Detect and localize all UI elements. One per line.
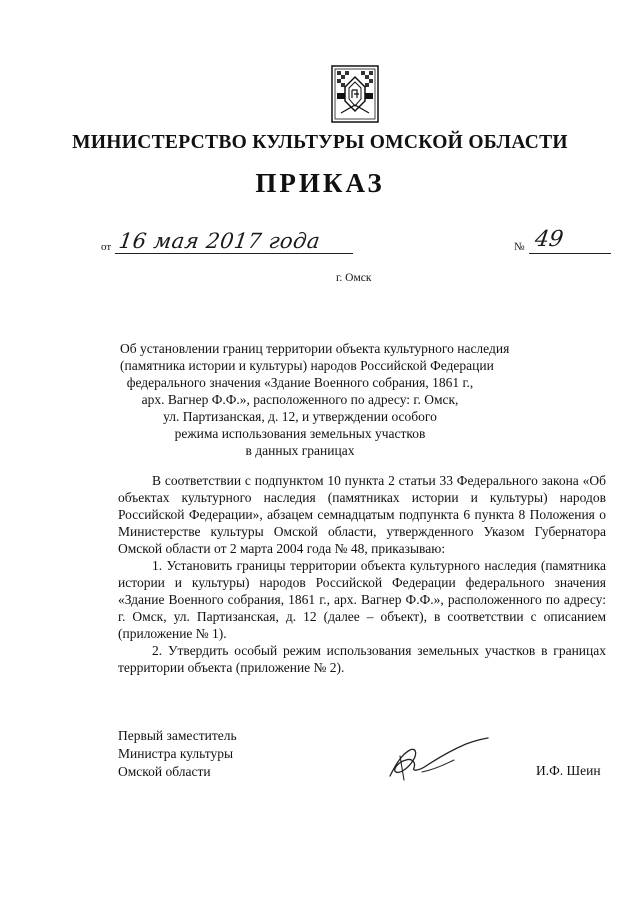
order-item-1: 1. Установить границы территории объекта культурного наследия (памятника истории и культуры) народов Российской Федерации федерального значения «Здание Военного собрания, 1861 г., арх. Вагнер Ф.Ф.», расположенного по адресу: г. Омск, ул. Партизанская, д. 12 (далее – объект), в соответствии с описанием (приложение № 1). — [118, 558, 606, 641]
subject-line: в данных границах — [245, 443, 355, 458]
subject-line: арх. Вагнер Ф.Ф.», расположенного по адресу: г. Омск, — [141, 392, 459, 407]
handwritten-signature — [382, 736, 492, 784]
date-underline — [115, 253, 353, 254]
number-prefix: № — [514, 241, 525, 253]
subject-line: (памятника истории и культуры) народов Российской Федерации — [120, 358, 494, 373]
position-line: Первый заместитель — [118, 728, 237, 743]
subject-line: ул. Партизанская, д. 12, и утверждении особого — [163, 409, 437, 424]
ministry-title: МИНИСТЕРСТВО КУЛЬТУРЫ ОМСКОЙ ОБЛАСТИ — [72, 132, 568, 153]
handwritten-number: 49 — [533, 227, 565, 252]
document-type-title: ПРИКАЗ — [255, 168, 385, 198]
signatory-name: И.Ф. Шеин — [536, 763, 601, 778]
number-underline — [529, 253, 611, 254]
date-prefix: от — [101, 241, 112, 253]
date-number-row — [101, 227, 611, 263]
signatory-position — [118, 727, 237, 781]
city: г. Омск — [336, 272, 372, 284]
order-item-2: 2. Утвердить особый режим использования земельных участков в границах территории объекта (приложение № 2). — [118, 643, 606, 675]
subject-line: Об установлении границ территории объекта культурного наследия — [120, 341, 510, 356]
preamble-paragraph: В соответствии с подпунктом 10 пункта 2 статьи 33 Федерального закона «Об объектах культурного наследия (памятниках истории и культуры) народов Российской Федерации», абзацем семнадцатым подпункта 6 пункта 8 Положения о Министерстве культуры Омской области, утвержденного Указом Губернатора Омской области от 2 марта 2004 года № 48, приказываю: — [118, 473, 606, 556]
omsk-coat-of-arms-icon — [331, 65, 379, 123]
position-line: Министра культуры — [118, 746, 234, 761]
handwritten-date: 16 мая 2017 года — [117, 229, 322, 253]
order-body — [118, 472, 606, 676]
subject-line: режима использования земельных участков — [174, 426, 426, 441]
subject-line: федерального значения «Здание Военного собрания, 1861 г., — [126, 375, 474, 390]
position-line: Омской области — [118, 764, 211, 779]
order-subject — [120, 340, 510, 459]
